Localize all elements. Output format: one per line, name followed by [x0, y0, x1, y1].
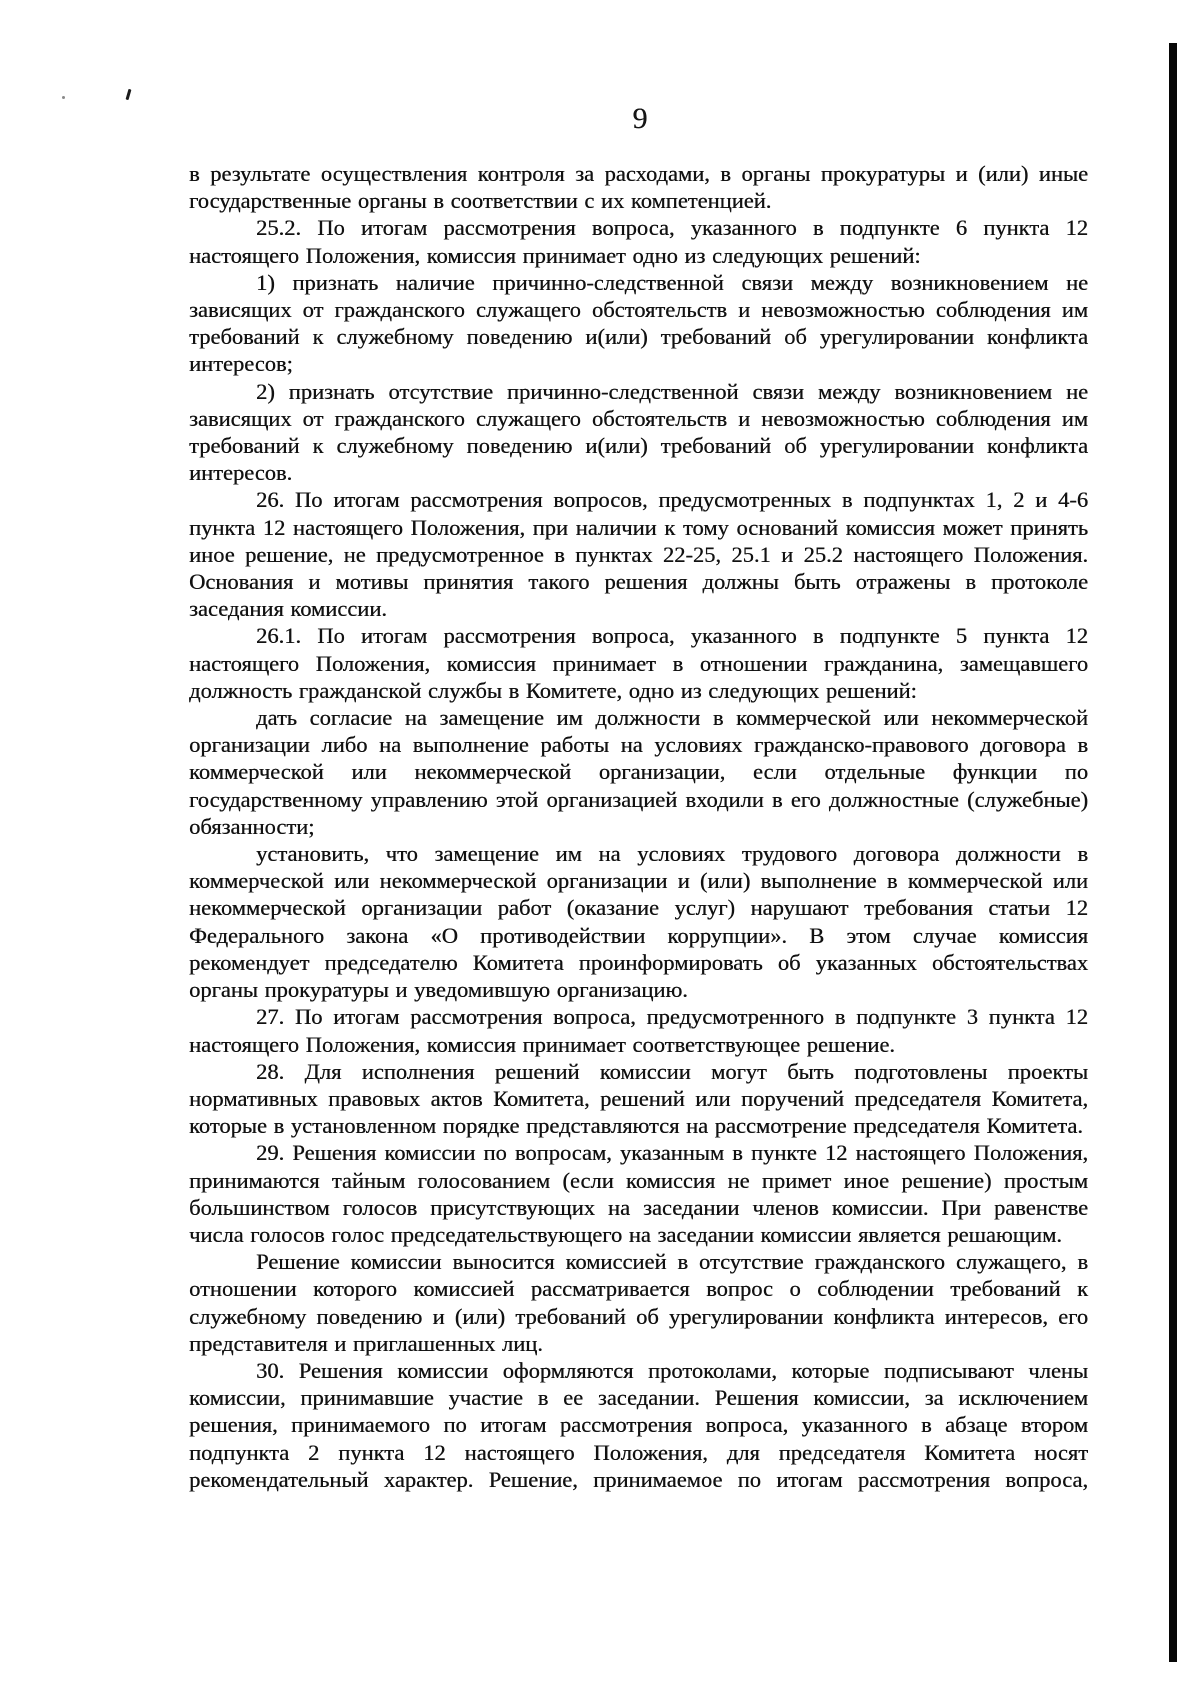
scan-speck-dot	[62, 96, 65, 99]
paragraph: 30. Решения комиссии оформляются протоколами, которые подписывают члены комиссии, принимавшие участие в ее заседании. Решения комиссии, за исключением решения, принимаемого по итогам рассмотрения вопроса, указанного в абзаце втором подпункта 2 пункта 12 настоящего Положения, для председателя Комитета носят рекомендательный характер. Решение, принимаемое по итогам рассмотрения вопроса,	[189, 1357, 1088, 1492]
paragraph: 28. Для исполнения решений комиссии могут быть подготовлены проекты нормативных правовых актов Комитета, решений или поручений председателя Комитета, которые в установленном порядке представляются на рассмотрение председателя Комитета.	[189, 1058, 1088, 1139]
page-number: 9	[632, 102, 648, 135]
paragraph: 29. Решения комиссии по вопросам, указанным в пункте 12 настоящего Положения, принимаются тайным голосованием (если комиссия не примет иное решение) простым большинством голосов присутствующих на заседании членов комиссии. При равенстве числа голосов голос председательствующего на заседании комиссии является решающим.	[189, 1140, 1088, 1247]
paragraph: 26.1. По итогам рассмотрения вопроса, указанного в подпункте 5 пункта 12 настоящего Положения, комиссия принимает в отношении гражданина, замещавшего должность гражданской службы в Комитете, одно из следующих решений:	[189, 623, 1088, 703]
paragraph: дать согласие на замещение им должности в коммерческой или некоммерческой организации либо на выполнение работы на условиях гражданско-правового договора в коммерческой или некоммерческой организации, если отдельные функции по государственному управлению этой организацией входили в его должностные (служебные) обязанности;	[189, 705, 1088, 839]
paragraph: в результате осуществления контроля за расходами, в органы прокуратуры и (или) иные государственные органы в соответствии с их компетенцией.	[189, 161, 1088, 214]
paragraph: установить, что замещение им на условиях трудового договора должности в коммерческой или некоммерческой организации и (или) выполнение в коммерческой или некоммерческой организации работ (оказание услуг) нарушают требования статьи 12 Федерального закона «О противодействии коррупции». В этом случае комиссия рекомендует председателю Комитета проинформировать об указанных обстоятельствах органы прокуратуры и уведомившую организацию.	[189, 841, 1088, 1003]
document-body	[189, 160, 1088, 1493]
paragraph: 2) признать отсутствие причинно-следственной связи между возникновением не зависящих от гражданского служащего обстоятельств и невозможностью соблюдения им требований к служебному поведению и(или) требований об урегулировании конфликта интересов.	[189, 378, 1088, 486]
scan-edge-bar	[1169, 43, 1177, 1662]
paragraph: 26. По итогам рассмотрения вопросов, предусмотренных в подпунктах 1, 2 и 4-6 пункта 12 настоящего Положения, при наличии к тому оснований комиссия может принять иное решение, не предусмотренное в пунктах 22-25, 25.1 и 25.2 настоящего Положения. Основания и мотивы принятия такого решения должны быть отражены в протоколе заседания комиссии.	[189, 487, 1088, 622]
paragraph: 1) признать наличие причинно-следственной связи между возникновением не зависящих от гражданского служащего обстоятельств и невозможностью соблюдения им требований к служебному поведению и(или) требований об урегулировании конфликта интересов;	[189, 269, 1088, 377]
paragraph: 27. По итогам рассмотрения вопроса, предусмотренного в подпункте 3 пункта 12 настоящего Положения, комиссия принимает соответствующее решение.	[189, 1004, 1088, 1057]
paragraph: Решение комиссии выносится комиссией в отсутствие гражданского служащего, в отношении которого комиссией рассматривается вопрос о соблюдении требований к служебному поведению и (или) требований об урегулировании конфликта интересов, его представителя и приглашенных лиц.	[189, 1249, 1088, 1356]
paragraph: 25.2. По итогам рассмотрения вопроса, указанного в подпункте 6 пункта 12 настоящего Положения, комиссия принимает одно из следующих решений:	[189, 215, 1088, 268]
scan-speck-tick	[126, 89, 132, 100]
